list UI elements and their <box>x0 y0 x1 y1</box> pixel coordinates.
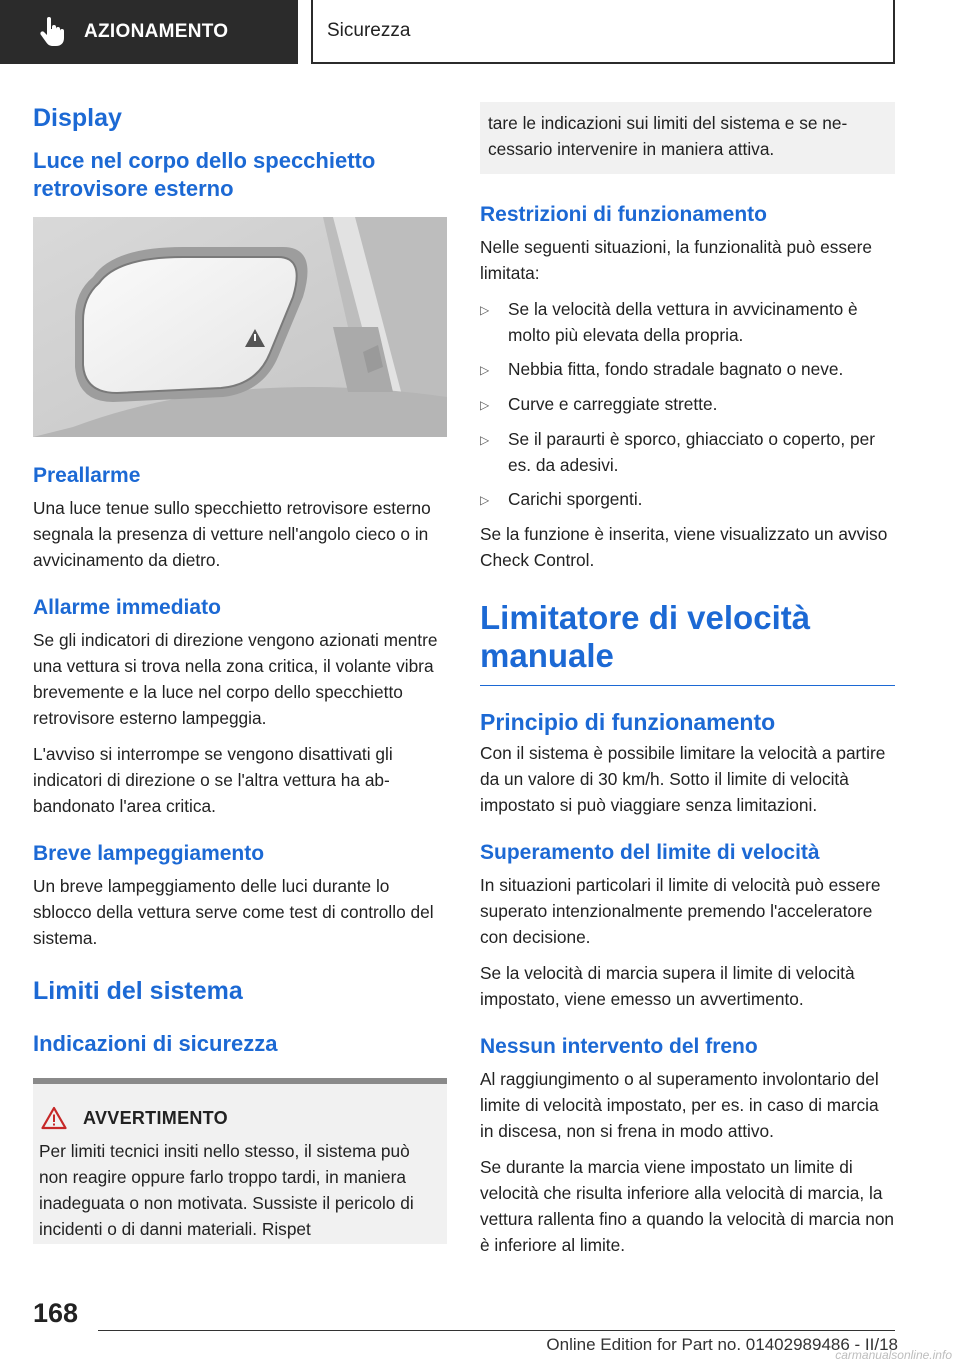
warning-title: AVVERTIMENTO <box>83 1107 228 1128</box>
paragraph-superamento-2: Se la velocità di marcia supera il limite di velocità impostato, viene emesso un avvertimento. <box>480 963 855 1009</box>
paragraph-superamento-1: In situazioni particolari il limite di velocità può essere superato intenzionalmente premendo l'acceleratore con decisione. <box>480 875 881 947</box>
paragraph-allarme-1: Se gli indicatori di direzione vengono azionati mentre una vettura si trova nella zona critica, il volante vibra brevemente e la luce nel corpo dello specchietto retrovisore esterno lampeggia. <box>33 630 438 728</box>
heading-allarme: Allarme immediato <box>33 596 221 619</box>
heading-freno: Nessun intervento del freno <box>480 1035 758 1058</box>
restrictions-list <box>480 296 895 513</box>
paragraph-restrizioni: Nelle seguenti situazioni, la funzionalità può essere limitata: <box>480 237 872 283</box>
chapter-title: Sicurezza <box>327 20 411 41</box>
pointing-hand-icon <box>38 17 64 47</box>
list-item: ▷ Carichi sporgenti. <box>480 486 895 513</box>
triangle-bullet-icon: ▷ <box>480 303 490 317</box>
chapter-tab <box>311 0 895 64</box>
paragraph-breve: Un breve lampeggiamento delle luci durante lo sblocco della vettura serve come test di controllo del sistema. <box>33 876 434 948</box>
triangle-bullet-icon: ▷ <box>480 363 490 377</box>
heading-indicazioni: Indicazioni di sicurezza <box>33 1031 278 1056</box>
right-column <box>480 102 895 1268</box>
paragraph-principio: Con il sistema è possibile limitare la velocità a partire da un valore di 30 km/h. Sotto il limite di velocità impostato si può viaggiare senza limitazioni. <box>480 743 886 815</box>
list-item: ▷ Se la velocità della vettura in avvicinamento è molto più elevata della propria. <box>480 296 895 348</box>
section-title: AZIONAMENTO <box>84 21 229 42</box>
triangle-bullet-icon: ▷ <box>480 433 490 447</box>
heading-superamento: Superamento del limite di velocità <box>480 841 820 864</box>
triangle-bullet-icon: ▷ <box>480 493 490 507</box>
paragraph-freno-1: Al raggiungimento o al superamento involontario del limite di velocità impostato, per es. in caso di marcia in discesa, non si frena in modo attivo. <box>480 1069 879 1141</box>
warning-text-continued: tare le indicazioni sui limiti del sistema e se necessario intervenire in maniera attiva. <box>488 113 848 159</box>
footer-rule <box>98 1330 895 1331</box>
warning-triangle-icon <box>41 1106 67 1130</box>
heading-limitatore: Limitatore di velocità manuale <box>480 599 895 686</box>
paragraph-allarme-2: L'avviso si interrompe se vengono disattivati gli indicatori di direzione o se l'altra vettura ha abbandonato l'area critica. <box>33 744 393 816</box>
heading-breve: Breve lampeggiamento <box>33 842 265 865</box>
warning-box <box>33 1078 447 1244</box>
warning-text: Per limiti tecnici insiti nello stesso, il sistema può non reagire oppure farlo troppo tardi, in maniera inadeguata o non motivata. Sussiste il pericolo di incidenti o di danni materiali. Rispet <box>39 1141 414 1239</box>
left-column <box>33 98 447 1244</box>
triangle-bullet-icon: ▷ <box>480 398 490 412</box>
list-item: ▷ Se il paraurti è sporco, ghiacciato o coperto, per es. da adesivi. <box>480 426 895 478</box>
heading-principio: Principio di funzionamento <box>480 709 776 735</box>
heading-preallarme: Preallarme <box>33 464 141 487</box>
heading-display: Display <box>33 104 122 132</box>
heading-restrizioni: Restrizioni di funzionamento <box>480 203 767 226</box>
footer-edition: Online Edition for Part no. 01402989486 - II/18 <box>546 1335 898 1354</box>
heading-mirror-light: Luce nel corpo dello specchietto retrovisore esterno <box>33 148 376 201</box>
section-tab <box>0 0 298 64</box>
watermark: carmanualsonline.info <box>835 1348 952 1362</box>
heading-limiti: Limiti del sistema <box>33 977 243 1005</box>
list-item: ▷ Curve e carreggiate strette. <box>480 391 895 418</box>
paragraph-preallarme: Una luce tenue sullo specchietto retrovisore esterno segnala la presenza di vetture nell'angolo cieco o in avvicinamento da dietro. <box>33 498 431 570</box>
warning-box-continued <box>480 102 895 174</box>
list-item: ▷ Nebbia fitta, fondo stradale bagnato o neve. <box>480 356 895 383</box>
page-number: 168 <box>33 1298 79 1328</box>
paragraph-checkcontrol: Se la funzione è inserita, viene visualizzato un avviso Check Control. <box>480 524 888 570</box>
paragraph-freno-2: Se durante la marcia viene impostato un limite di velocità che risulta inferiore alla velocità di marcia, la vettura rallenta fino a quando la velocità di marcia non è inferiore al limite. <box>480 1157 895 1255</box>
mirror-illustration <box>33 217 447 437</box>
